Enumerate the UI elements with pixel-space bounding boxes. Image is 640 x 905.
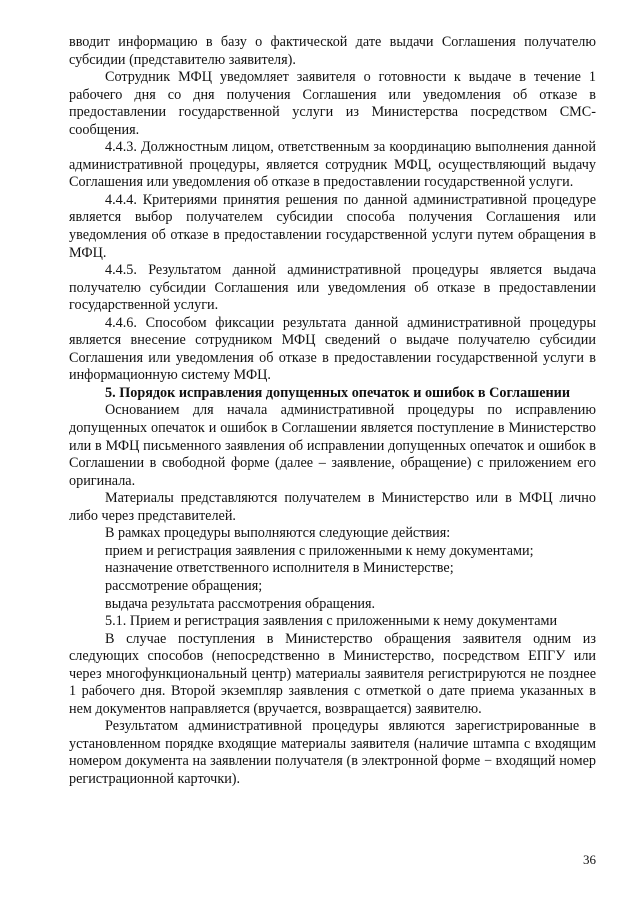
section-5-heading: 5. Порядок исправления допущенных опечаток и ошибок в Соглашении [105, 384, 571, 401]
paragraph-materials: Материалы представляются получателем в Министерство или в МФЦ лично либо через представителей. [69, 490, 596, 524]
list-item: прием и регистрация заявления с приложенными к нему документами; [105, 542, 534, 559]
paragraph-4-4-4: 4.4.4. Критериями принятия решения по данной административной процедуре является выбор получателем субсидии способа получения Соглашения или уведомления об отказе в предоставлении государственной услуги путем обращения в МФЦ. [69, 191, 596, 261]
list-intro: В рамках процедуры выполняются следующие действия: [105, 525, 451, 542]
list-item: назначение ответственного исполнителя в Министерстве; [105, 560, 454, 577]
paragraph-4-4-5: 4.4.5. Результатом данной административной процедуры является выдача получателю субсидии Соглашения или уведомления об отказе в предоставлении государственной услуги. [69, 262, 596, 314]
document-page [69, 34, 596, 789]
page-number: 36 [583, 852, 596, 867]
paragraph-result: Результатом административной процедуры являются зарегистрированные в установленном порядке входящие материалы заявителя (наличие штампа с входящим номером документа на заявлении получателя (в электронной форме − входящий номер регистрационной карточки). [69, 718, 596, 787]
paragraph-grounds: Основанием для начала административной процедуры по исправлению допущенных опечаток и ошибок в Соглашении является поступление в Министерство или в МФЦ письменного заявления об исправлении допущенных опечаток и ошибок в Соглашении в свободной форме (далее – заявление, обращение) с приложением его оригинала. [69, 402, 596, 489]
subsection-5-1-title: 5.1. Прием и регистрация заявления с приложенными к нему документами [105, 613, 558, 630]
paragraph-4-4-6: 4.4.6. Способом фиксации результата данной административной процедуры является внесение сотрудником МФЦ сведений о выдаче получателю субсидии Соглашения или уведомления об отказе в предоставлении государственной услуги в информационную систему МФЦ. [69, 314, 596, 384]
paragraph-registration: В случае поступления в Министерство обращения заявителя одним из следующих способов (непосредственно в Министерство, посредством ЕПГУ или через многофункциональный центр) материалы заявителя регистрируются не позднее 1 рабочего дня. Второй экземпляр заявления с отметкой о дате приема указанных в нем документов направляется (вручается, возвращается) заявителю. [69, 630, 596, 717]
list-item: выдача результата рассмотрения обращения. [105, 595, 376, 612]
list-item: рассмотрение обращения; [105, 577, 263, 594]
paragraph-4-4-3: 4.4.3. Должностным лицом, ответственным за координацию выполнения данной административной процедуры, является сотрудник МФЦ, осуществляющий выдачу Соглашения или уведомления об отказе в предоставлении государственной услуги. [69, 139, 596, 191]
paragraph-sms-notification: Сотрудник МФЦ уведомляет заявителя о готовности к выдаче в течение 1 рабочего дня со дня получения Соглашения или уведомления об отказе в предоставлении государственной услуги из Министерства посредством СМС-сообщения. [69, 69, 596, 138]
paragraph-continuation: вводит информацию в базу о фактической дате выдачи Соглашения получателю субсидии (представителю заявителя). [69, 34, 596, 68]
